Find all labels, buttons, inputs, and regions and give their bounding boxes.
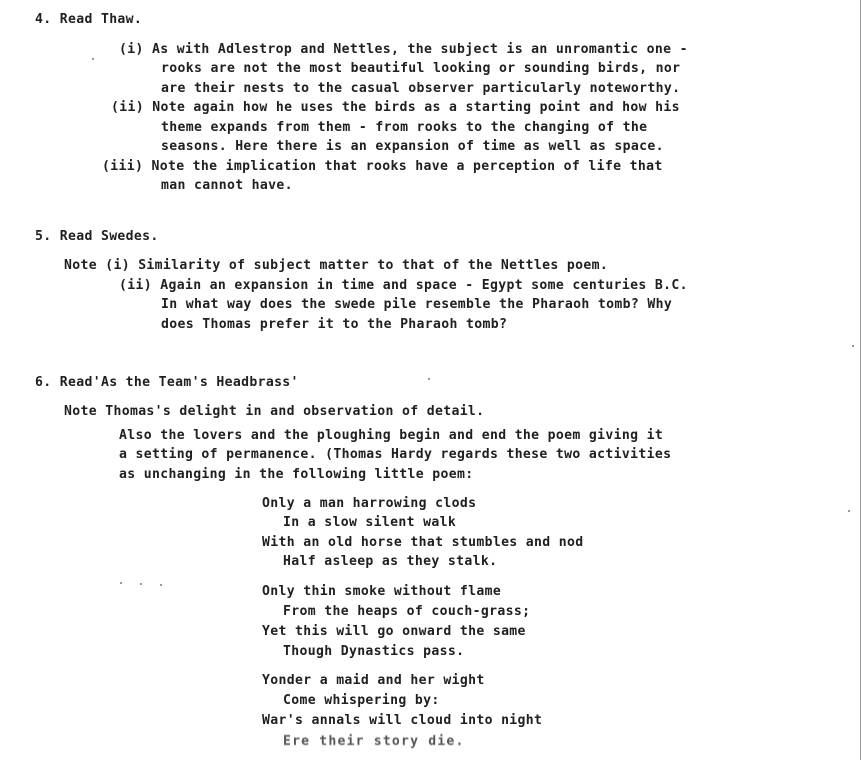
section-5-line: Note (i) Similarity of subject matter to that of the Nettles poem. [64, 258, 609, 273]
poem-line: War's annals will cloud into night [262, 713, 543, 728]
poem-line: Yet this will go onward the same [262, 624, 526, 639]
section-4-line: (iii) Note the implication that rooks have a perception of life that [102, 159, 663, 174]
scan-speck [848, 510, 850, 512]
poem-line: In a slow silent walk [283, 515, 457, 530]
section-6-heading: 6. Read'As the Team's Headbrass' [35, 375, 299, 390]
section-4-line: man cannot have. [161, 178, 293, 193]
scan-speck [120, 582, 122, 584]
scan-speck [428, 378, 430, 380]
scan-speck [140, 583, 142, 585]
section-4-line: (i) As with Adlestrop and Nettles, the subject is an unromantic one - [119, 42, 688, 57]
section-6-line: a setting of permanence. (Thomas Hardy regards these two activities [119, 447, 672, 462]
poem-line: Yonder a maid and her wight [262, 673, 485, 688]
section-5-heading: 5. Read Swedes. [35, 229, 159, 244]
poem-line: Ere their story die. [283, 734, 465, 749]
section-6-line: Note Thomas's delight in and observation of detail. [64, 404, 485, 419]
section-4-line: rooks are not the most beautiful looking or sounding birds, nor [161, 61, 681, 76]
poem-line: From the heaps of couch-grass; [283, 604, 531, 619]
poem-line: With an old horse that stumbles and nod [262, 535, 584, 550]
scan-speck [160, 584, 162, 586]
section-6-line: Also the lovers and the ploughing begin and end the poem giving it [119, 428, 664, 443]
poem-line: Though Dynastics pass. [283, 644, 465, 659]
section-4-line: seasons. Here there is an expansion of time as well as space. [161, 139, 664, 154]
section-4-heading: 4. Read Thaw. [35, 12, 143, 27]
scan-speck [852, 345, 854, 347]
section-5-line: does Thomas prefer it to the Pharaoh tomb? [161, 317, 508, 332]
poem-line: Only a man harrowing clods [262, 496, 477, 511]
section-4-line: theme expands from them - from rooks to the changing of the [161, 120, 648, 135]
scan-speck [92, 58, 94, 60]
poem-line: Only thin smoke without flame [262, 584, 502, 599]
section-4-line: (ii) Note again how he uses the birds as a starting point and how his [111, 100, 680, 115]
section-5-line: (ii) Again an expansion in time and space - Egypt some centuries B.C. [119, 278, 688, 293]
section-6-line: as unchanging in the following little poem: [119, 467, 474, 482]
section-5-line: In what way does the swede pile resemble the Pharaoh tomb? Why [161, 297, 673, 312]
poem-line: Come whispering by: [283, 693, 440, 708]
poem-line: Half asleep as they stalk. [283, 554, 498, 569]
section-4-line: are their nests to the casual observer particularly noteworthy. [161, 81, 681, 96]
